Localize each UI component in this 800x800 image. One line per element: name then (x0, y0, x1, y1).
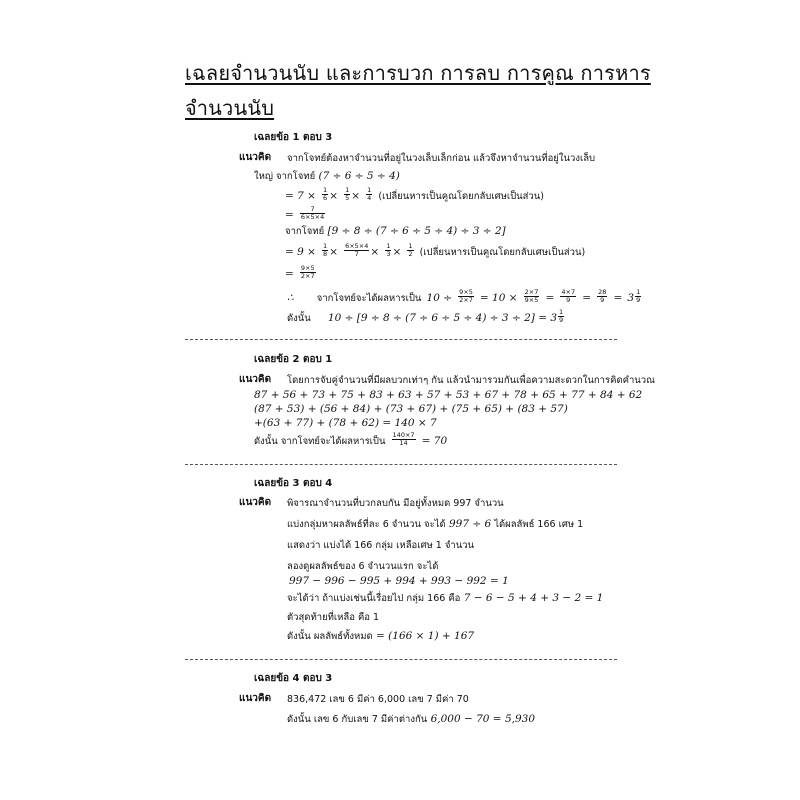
fraction: $\frac{9\times 5}{2\times 7}$ (300, 264, 315, 280)
q1-line-9 (287, 306, 565, 326)
fraction: $\frac{6\times 5\times 4}{7}$ (345, 242, 369, 258)
q4-line-2: ดังนั้น เลข 6 กับเลข 7 มีค่าต่างกัน 6,000 − 70 = 5,930 (287, 713, 535, 725)
q3-line-3: แสดงว่า แบ่งได้ 166 กลุ่ม เหลือเศษ 1 จำนวน (287, 540, 475, 551)
q2-line-3: (87 + 53) + (56 + 84) + (73 + 67) + (75 + 65) + (83 + 57) (254, 403, 568, 415)
q1-line-3-note: (เปลี่ยนหารเป็นคูณโดยกลับเศษเป็นส่วน) (378, 191, 544, 202)
q2-approach-label: แนวคิด (239, 374, 272, 385)
q1-line-8: ∴ จากโจทย์จะได้ผลหารเป็น 10 ÷ $\frac{9\times 5}{2\times 7}$ = 10 × $\frac{2\times 7}{9\times 5}$ = $\frac{4\times 7}{9}$ = $\frac{28}{9}$ = 3 $\frac{1}{9}$ (287, 288, 641, 304)
fraction: $\frac{4\times 7}{9}$ (561, 288, 576, 304)
q1-line-5-text: จากโจทย์ (285, 226, 325, 237)
q1-line-3: = 7 × $\frac{1}{6}$ × $\frac{1}{5}$ × $\frac{1}{4}$ (เปลี่ยนหารเป็นคูณโดยกลับเศษเป็นส่วน) (285, 186, 544, 202)
q1-line-5-math: [9 ÷ 8 ÷ (7 ÷ 6 ÷ 5 ÷ 4) ÷ 3 ÷ 2] (324, 225, 506, 237)
q2-line-4: +(63 + 77) + (78 + 62) = 140 × 7 (254, 417, 437, 429)
fraction: $\frac{28}{9}$ (598, 288, 607, 304)
q3-approach-label: แนวคิด (239, 497, 272, 508)
q2-header: เฉลยข้อ 2 ตอบ 1 (254, 354, 333, 365)
q4-approach-label: แนวคิด (239, 693, 272, 704)
q4-line-1: 836,472 เลข 6 มีค่า 6,000 เลข 7 มีค่า 70 (287, 694, 469, 705)
fraction: $\frac{1}{6}$ (323, 186, 328, 202)
section-divider (185, 659, 617, 660)
q3-line-7: ตัวสุดท้ายที่เหลือ คือ 1 (287, 612, 380, 623)
q2-line-2: 87 + 56 + 73 + 75 + 83 + 63 + 57 + 53 + 67 + 78 + 65 + 77 + 84 + 62 (254, 389, 643, 401)
fraction: $\frac{1}{9}$ (559, 308, 564, 324)
fraction: $\frac{140\times 7}{14}$ (392, 431, 415, 447)
q1-line-5 (285, 224, 506, 239)
therefore-symbol: ∴ (287, 292, 294, 304)
q2-line-5: ดังนั้น จากโจทย์จะได้ผลหารเป็น $\frac{140\times 7}{14}$ = 70 (254, 431, 448, 447)
q1-line-9-math: 10 ÷ [9 ÷ 8 ÷ (7 ÷ 6 ÷ 5 ÷ 4) ÷ 3 ÷ 2] = 3 (327, 312, 558, 324)
q1-line-6: = 9 × $\frac{1}{8}$ × $\frac{6\times 5\times 4}{7}$ × $\frac{1}{3}$ × $\frac{1}{2}$ (เปลี่ยนหารเป็นคูณโดยกลับเศษเป็นส่วน) (285, 242, 586, 258)
fraction: $\frac{1}{9}$ (636, 288, 641, 304)
q1-line-2 (254, 169, 400, 184)
fraction: $\frac{1}{8}$ (323, 242, 328, 258)
q3-line-5: 997 − 996 − 995 + 994 + 993 − 992 = 1 (289, 575, 509, 587)
q1-line-9-text: ดังนั้น (287, 313, 311, 324)
q3-header: เฉลยข้อ 3 ตอบ 4 (254, 478, 333, 489)
section-divider (185, 339, 617, 340)
q3-line-6: จะได้ว่า ถ้าแบ่งเช่นนี้เรื่อยไป กลุ่ม 166 คือ 7 − 6 − 5 + 4 + 3 − 2 = 1 (287, 592, 604, 604)
q3-line-1: พิจารณาจำนวนที่บวกลบกัน มีอยู่ทั้งหมด 997 จำนวน (287, 498, 504, 509)
fraction: $\frac{9\times 5}{2\times 7}$ (459, 288, 473, 304)
fraction: $\frac{1}{2}$ (408, 242, 413, 258)
q1-line-6-note: (เปลี่ยนหารเป็นคูณโดยกลับเศษเป็นส่วน) (419, 247, 586, 258)
q3-line-8: ดังนั้น ผลลัพธ์ทั้งหมด = (166 × 1) + 167 (287, 630, 475, 642)
q1-approach-label: แนวคิด (239, 152, 272, 163)
q1-line-8-text: จากโจทย์จะได้ผลหารเป็น (316, 293, 422, 304)
q1-line-2-text: ใหญ่ จากโจทย์ (254, 171, 316, 182)
q4-header: เฉลยข้อ 4 ตอบ 3 (254, 673, 333, 684)
fraction: $\frac{1}{4}$ (367, 186, 372, 202)
section-divider (185, 464, 617, 465)
fraction: $\frac{1}{5}$ (345, 186, 350, 202)
q1-line-3-math: = 7 × (285, 190, 316, 202)
fraction: $\frac{2\times 7}{9\times 5}$ (524, 288, 539, 304)
page-title-line-2: จำนวนนับ (185, 96, 275, 120)
q2-line-1: โดยการจับคู่จำนวนที่มีผลบวกเท่าๆ กัน แล้วนำมารวมกันเพื่อความสะดวกในการคิดคำนวณ (287, 375, 655, 386)
q1-line-1: จากโจทย์ต้องหาจำนวนที่อยู่ในวงเล็บเล็กก่อน แล้วจึงหาจำนวนที่อยู่ในวงเล็บ (287, 153, 596, 164)
page-title-line-1: เฉลยจำนวนนับ และการบวก การลบ การคูณ การหาร (185, 61, 651, 85)
fraction: $\frac{1}{3}$ (386, 242, 391, 258)
q3-line-2: แบ่งกลุ่มหาผลลัพธ์ที่ละ 6 จำนวน จะได้ 997 ÷ 6 ได้ผลลัพธ์ 166 เศษ 1 (287, 518, 584, 530)
fraction: $\frac{7}{6\times 5\times 4}$ (300, 205, 325, 221)
q1-line-2-math: (7 ÷ 6 ÷ 5 ÷ 4) (315, 170, 400, 182)
q1-line-4: = $\frac{7}{6\times 5\times 4}$ (285, 205, 325, 221)
q1-line-7: = $\frac{9\times 5}{2\times 7}$ (285, 264, 315, 280)
q3-line-4: ลองดูผลลัพธ์ของ 6 จำนวนแรก จะได้ (287, 561, 439, 572)
q1-header: เฉลยข้อ 1 ตอบ 3 (254, 132, 333, 143)
q2-line-5-text: ดังนั้น จากโจทย์จะได้ผลหารเป็น (254, 436, 386, 447)
